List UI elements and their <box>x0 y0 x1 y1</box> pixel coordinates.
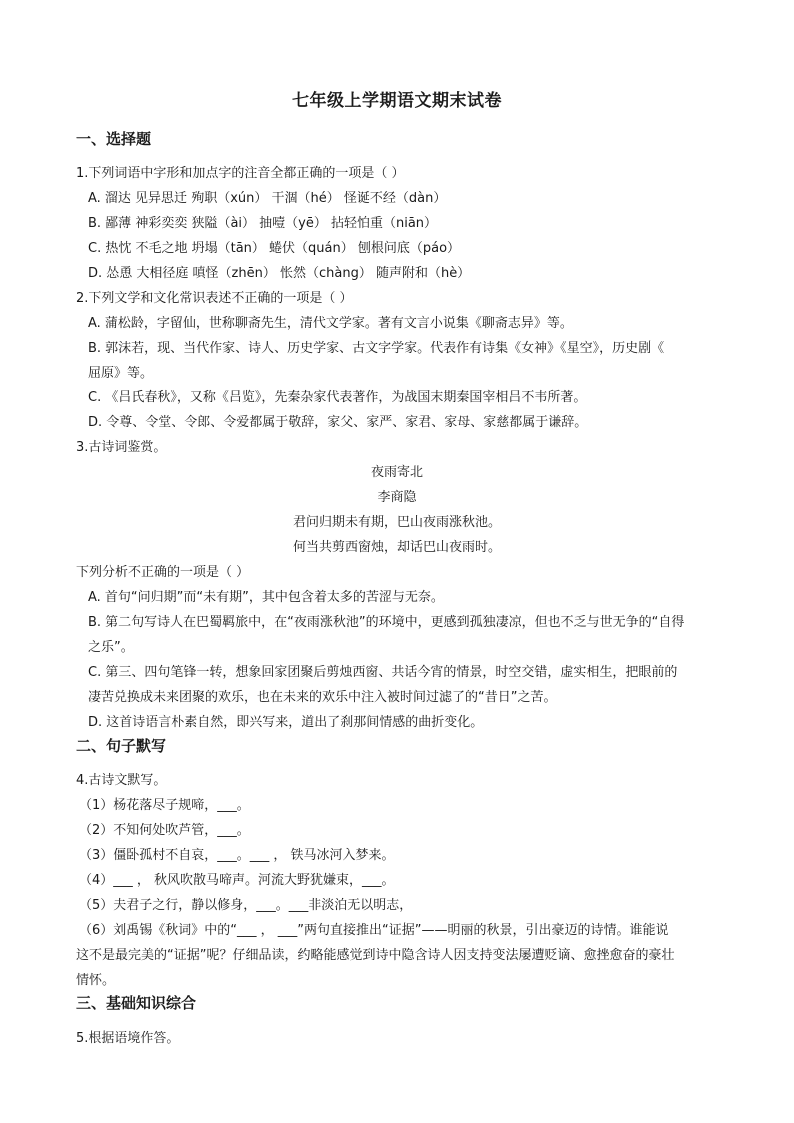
question-2-stem: 2.下列文学和文化常识表述不正确的一项是（ ） <box>76 291 353 306</box>
question-3-option-d: D. 这首诗语言朴素自然，即兴写来，道出了刹那间情感的曲折变化。 <box>88 715 484 730</box>
question-3-stem: 3.古诗词鉴赏。 <box>76 440 167 455</box>
recitation-item-6-continued: 这不是最完美的“证据”呢？仔细品读，约略能感觉到诗中隐含诗人因支持变法屡遭贬谪、愈挫愈奋的豪壮 <box>76 948 675 963</box>
recitation-item-1: （1）杨花落尽子规啼，___。 <box>79 798 250 813</box>
question-3-option-c-continued: 凄苦兑换成未来团聚的欢乐，也在未来的欢乐中注入被时间过滤了的“昔日”之苦。 <box>88 690 557 705</box>
poem-line-1: 君问归期未有期，巴山夜雨涨秋池。 <box>292 515 501 530</box>
section-heading-choice: 一、选择题 <box>76 130 152 148</box>
question-3-option-b-continued: 之乐”。 <box>88 640 134 655</box>
question-2-option-a: A. 蒲松龄，字留仙，世称聊斋先生，清代文学家。著有文言小说集《聊斋志异》等。 <box>88 316 573 331</box>
question-3-option-b: B. 第二句写诗人在巴蜀羁旅中，在“夜雨涨秋池”的环境中，更感到孤独凄凉，但也不乏与世无争的“自得 <box>88 615 685 630</box>
question-1-option-d: D. 怂恿 大相径庭 嗔怪（zhēn） 怅然（chàng） 随声附和（hè） <box>88 266 471 281</box>
question-2-option-d: D. 令尊、令堂、令郎、令爱都属于敬辞，家父、家严、家君、家母、家慈都属于谦辞。 <box>88 415 588 430</box>
question-1-option-b: B. 鄙薄 神彩奕奕 狭隘（ài） 抽噎（yē） 拈轻怕重（niān） <box>88 216 438 231</box>
question-3-option-c: C. 第三、四句笔锋一转，想象回家团聚后剪烛西窗、共话今宵的情景，时空交错，虚实相生，把眼前的 <box>88 665 678 680</box>
question-1-option-c: C. 热忱 不毛之地 坍塌（tān） 蜷伏（quán） 刨根问底（páo） <box>88 241 461 256</box>
question-1-option-a: A. 溜达 见异思迁 殉职（xún） 干涸（hé） 怪诞不经（dàn） <box>88 191 447 206</box>
poem-line-2: 何当共剪西窗烛，却话巴山夜雨时。 <box>292 540 501 555</box>
question-2-option-b: B. 郭沫若，现、当代作家、诗人、历史学家、古文字学家。代表作有诗集《女神》《星空》，历史剧《 <box>88 341 665 356</box>
section-heading-basics: 三、基础知识综合 <box>76 994 197 1012</box>
page-title: 七年级上学期语文期末试卷 <box>292 91 502 111</box>
question-5-stem: 5.根据语境作答。 <box>76 1031 180 1046</box>
section-heading-recitation: 二、句子默写 <box>76 737 167 755</box>
question-1-stem: 1.下列词语中字形和加点字的注音全都正确的一项是（ ） <box>76 166 405 181</box>
recitation-item-3: （3）僵卧孤村不自哀，___。___ ， 铁马冰河入梦来。 <box>79 848 395 863</box>
question-2-option-b-continued: 屈原》等。 <box>88 366 154 381</box>
recitation-item-5: （5）夫君子之行，静以修身，___。___非淡泊无以明志， <box>79 898 413 913</box>
question-4-stem: 4.古诗文默写。 <box>76 773 167 788</box>
recitation-item-4: （4）___ ， 秋风吹散马啼声。河流大野犹嫌束，___。 <box>79 873 395 888</box>
recitation-item-6-end: 情怀。 <box>76 973 116 988</box>
poem-author: 李商隐 <box>377 490 417 505</box>
question-3-prompt: 下列分析不正确的一项是（ ） <box>76 565 250 580</box>
question-2-option-c: C. 《吕氏春秋》，又称《吕览》，先秦杂家代表著作，为战国末期秦国宰相吕不韦所著。 <box>88 390 587 405</box>
recitation-item-6: （6）刘禹锡《秋词》中的“___ ， ___”两句直接推出“证据”——明丽的秋景，引出豪迈的诗情。谁能说 <box>79 923 669 938</box>
poem-title: 夜雨寄北 <box>370 465 423 480</box>
question-3-option-a: A. 首句“问归期”而“未有期”，其中包含着太多的苦涩与无奈。 <box>88 590 444 605</box>
recitation-item-2: （2）不知何处吹芦管，___。 <box>79 823 250 838</box>
